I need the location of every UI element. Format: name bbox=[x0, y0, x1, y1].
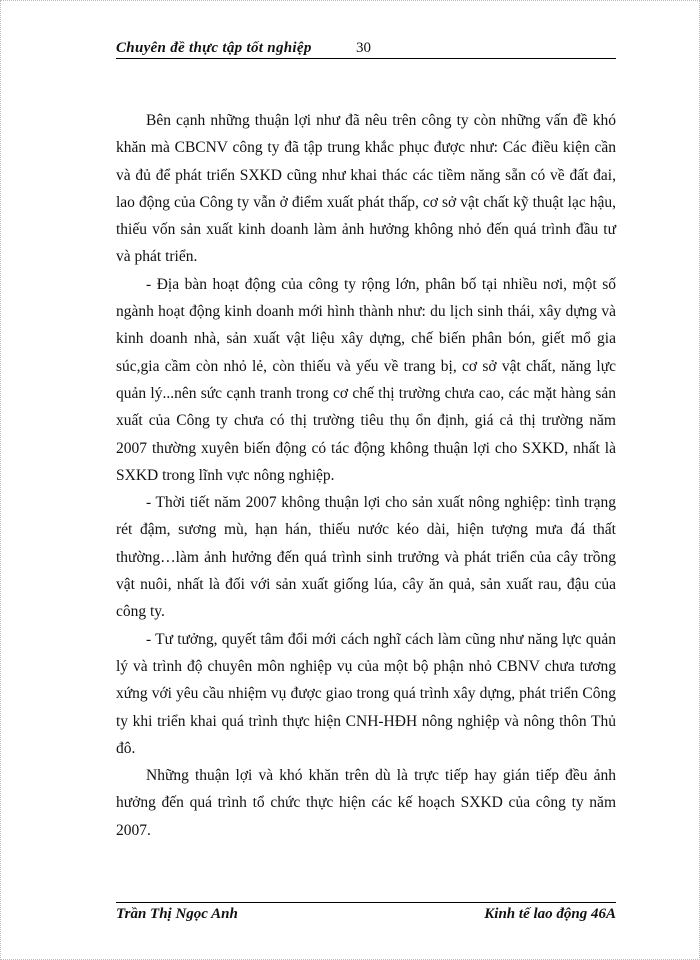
footer-class: Kinh tế lao động 46A bbox=[484, 906, 616, 922]
page-number: 30 bbox=[356, 40, 371, 56]
paragraph-weather: - Thời tiết năm 2007 không thuận lợi cho sản xuất nông nghiệp: tình trạng rét đậm, sương mù, hạn hán, thiếu nước kéo dài, hiện tượng mưa đá thất thường…làm ảnh hưởng đến quá trình sinh trưởng và phát triển của cây trồng vật nuôi, nhất là đối với sản xuất giống lúa, cây ăn quả, sản xuất rau, đậu của công ty. bbox=[116, 494, 616, 621]
page-footer bbox=[116, 906, 616, 928]
footer-author: Trần Thị Ngọc Anh bbox=[116, 906, 238, 922]
paragraph-operating-area: - Địa bàn hoạt động của công ty rộng lớn, phân bố tại nhiều nơi, một số ngành hoạt động kinh doanh mới hình thành như: du lịch sinh thái, xây dựng và kinh doanh nhà, sản xuất vật liệu xây dựng, chế biến phân bón, giết mổ gia súc,gia cầm còn nhỏ lẻ, còn thiếu và yếu về trang bị, cơ sở vật chất, năng lực quản lý...nên sức cạnh tranh trong cơ chế thị trường chưa cao, các mặt hàng sản xuất của Công ty chưa có thị trường tiêu thụ ổn định, giá cả thị trường năm 2007 thường xuyên biến động có tác động không thuận lợi cho SXKD, nhất là SXKD trong lĩnh vực nông nghiệp. bbox=[116, 275, 616, 484]
body-text bbox=[116, 107, 616, 844]
paragraph-mindset: - Tư tưởng, quyết tâm đổi mới cách nghĩ cách làm cũng như năng lực quản lý và trình độ chuyên môn nghiệp vụ của một bộ phận nhỏ CBNV chưa tương xứng với yêu cầu nhiệm vụ được giao trong quá trình xây dựng, phát triển Công ty khi triển khai quá trình thực hiện CNH-HĐH nông nghiệp và nông thôn Thủ đô. bbox=[116, 630, 616, 757]
paragraph-difficulties-intro: Bên cạnh những thuận lợi như đã nêu trên công ty còn những vấn đề khó khăn mà CBCNV công ty đã tập trung khắc phục được như: Các điều kiện cần và đủ để phát triển SXKD cũng như khai thác các tiềm năng sẵn có về đất đai, lao động của Công ty vẫn ở điểm xuất phát thấp, cơ sở vật chất kỹ thuật lạc hậu, thiếu vốn sản xuất kinh doanh làm ảnh hưởng không nhỏ đến quá trình đầu tư và phát triển. bbox=[116, 112, 616, 266]
header-title: Chuyên đề thực tập tốt nghiệp bbox=[116, 40, 312, 56]
header-rule bbox=[116, 58, 616, 59]
footer-rule bbox=[116, 902, 616, 903]
paragraph-conclusion: Những thuận lợi và khó khăn trên dù là trực tiếp hay gián tiếp đều ảnh hưởng đến quá trình tổ chức thực hiện các kế hoạch SXKD của công ty năm 2007. bbox=[116, 767, 616, 839]
